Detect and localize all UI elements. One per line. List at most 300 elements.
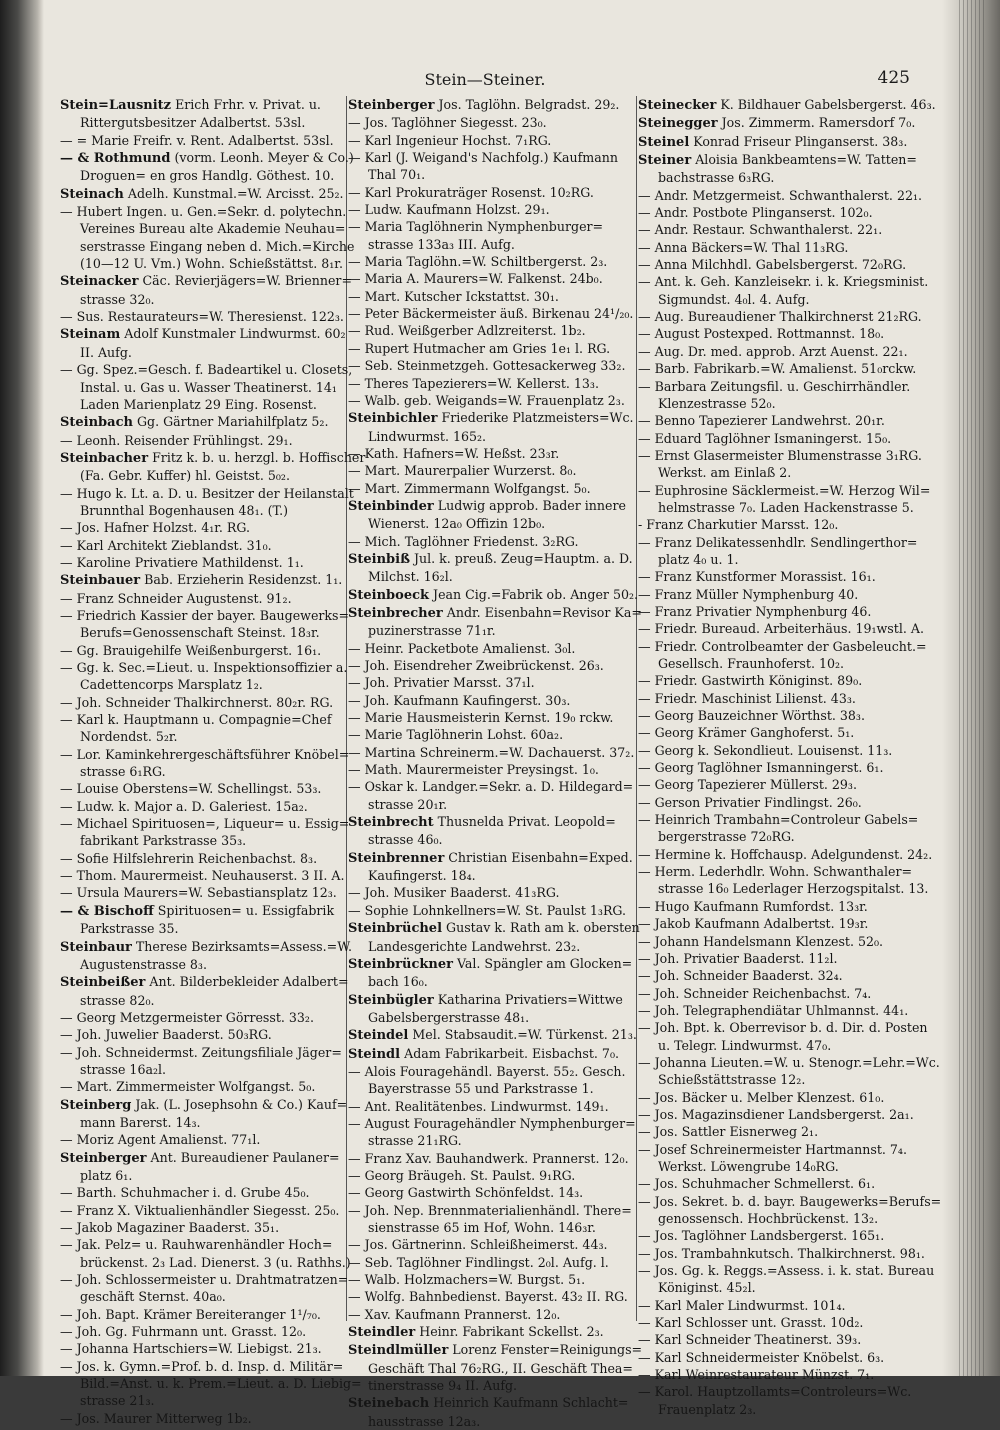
directory-entry xyxy=(638,603,922,620)
entry-text: — Ant. k. Geh. Kanzleisekr. i. k. Kriegsminist. xyxy=(638,274,929,290)
surname: Steindl xyxy=(348,1046,401,1062)
surname: Steinbrecht xyxy=(348,815,434,831)
directory-entry xyxy=(348,184,626,201)
entry-text: Gesellsch. Fraunhoferst. 10₂. xyxy=(658,656,845,671)
directory-entry xyxy=(348,253,626,270)
column-3 xyxy=(638,96,942,1417)
directory-entry-continuation xyxy=(348,1219,626,1236)
entry-text: Aloisia Bankbeamtens=W. Tatten= xyxy=(691,152,917,168)
entry-text: — Joh. Privatier Baaderst. 11₂l. xyxy=(638,950,838,966)
directory-entry-continuation xyxy=(60,167,338,184)
directory-entry-continuation xyxy=(60,920,338,937)
surname: Steinach xyxy=(60,186,124,202)
entry-text: — Franz Kunstformer Morassist. 16₁. xyxy=(638,569,876,585)
entry-text: Jean Cig.=Fabrik ob. Anger 50₂. xyxy=(429,586,639,602)
directory-entry xyxy=(638,1366,922,1383)
entry-text: — Wolfg. Bahnbedienst. Bayerst. 43₂ II. RG. xyxy=(348,1289,628,1305)
entry-text: — Anna Bäckers=W. Thal 11₃RG. xyxy=(638,239,849,255)
entry-text: — Jakob Kaufmann Adalbertst. 19₃r. xyxy=(638,916,869,932)
entry-text: — Peter Bäckermeister äuß. Birkenau 24¹/₂₀. xyxy=(348,306,634,322)
surname: Steinbauer xyxy=(60,573,141,589)
surname: Steinegger xyxy=(638,116,718,132)
entry-text: Instal. u. Gas u. Wasser Theatinerst. 14₁ xyxy=(80,379,337,395)
entry-text: — Andr. Restaur. Schwanthalerst. 22₁. xyxy=(638,222,883,238)
directory-entry-headword xyxy=(60,902,338,920)
directory-entry xyxy=(348,392,626,409)
column-1 xyxy=(60,96,366,1426)
directory-entry xyxy=(60,1044,342,1061)
directory-entry xyxy=(60,815,350,832)
entry-text: — Mart. Kutscher Ickstattst. 30₁. xyxy=(348,288,559,304)
entry-text: tinerstrasse 9₄ II. Aufg. xyxy=(368,1378,518,1394)
directory-entry-continuation xyxy=(638,499,922,516)
directory-entry xyxy=(348,709,626,726)
entry-text: Bab. Erzieherin Residenzst. 1₁. xyxy=(140,572,343,588)
entry-text: Brunnthal Bogenhausen 48₁. (T.) xyxy=(80,502,288,518)
directory-entry-headword xyxy=(348,1026,637,1044)
entry-text: (vorm. Leonh. Meyer & Co.) xyxy=(170,150,354,166)
directory-entry-continuation xyxy=(638,464,922,481)
directory-entry xyxy=(348,1236,626,1253)
entry-text: — Karl Prokuraträger Rosenst. 10₂RG. xyxy=(348,184,594,200)
directory-entry-continuation xyxy=(348,796,626,813)
entry-text: — Georg Krämer Ganghoferst. 5₁. xyxy=(638,725,855,741)
directory-entry xyxy=(60,1202,338,1219)
entry-text: — Eduard Taglöhner Ismaningerst. 15₀. xyxy=(638,430,892,446)
entry-text: — Sophie Lohnkellners=W. St. Paulst 1₃RG. xyxy=(348,902,627,918)
entry-text: — Josef Schreinermeister Hartmannst. 7₄. xyxy=(638,1141,907,1157)
entry-text: — Louise Oberstens=W. Schellingst. 53₃. xyxy=(60,781,322,797)
directory-entry xyxy=(348,480,626,497)
entry-text: Königinst. 45₂l. xyxy=(658,1280,756,1296)
directory-entry xyxy=(348,1184,626,1201)
directory-entry xyxy=(60,746,350,763)
entry-text: Droguen= en gros Handlg. Göthest. 10. xyxy=(80,168,335,184)
surname: Steinam xyxy=(60,327,121,343)
directory-entry-continuation xyxy=(60,728,338,745)
directory-entry-headword xyxy=(60,449,366,467)
directory-entry-headword xyxy=(60,1096,348,1114)
entry-text: Rittergutsbesitzer Adalbertst. 53sl. xyxy=(80,115,306,131)
directory-entry-headword xyxy=(348,919,640,937)
entry-text: strasse 16a₂l. xyxy=(80,1061,167,1077)
directory-entry-continuation xyxy=(348,622,626,639)
directory-entry xyxy=(638,1331,922,1348)
entry-text: — Rupert Hutmacher am Gries 1e₁ l. RG. xyxy=(348,340,611,356)
directory-entry xyxy=(60,1026,338,1043)
directory-entry-continuation xyxy=(348,1009,626,1026)
entry-text: — Mart. Maurerpalier Wurzerst. 8₀. xyxy=(348,463,577,479)
entry-text: — Hermine k. Hoffchausp. Adelgundenst. 24₂. xyxy=(638,846,933,862)
surname: Steinbinder xyxy=(348,498,434,514)
entry-text: — Ant. Realitätenbes. Lindwurmst. 149₁. xyxy=(348,1098,609,1114)
page-number: 425 xyxy=(877,68,910,88)
directory-entry xyxy=(60,432,338,449)
entry-text: — Jos. Magazinsdiener Landsbergerst. 2a₁. xyxy=(638,1106,914,1122)
directory-entry-continuation xyxy=(348,236,626,253)
directory-entry xyxy=(60,642,338,659)
directory-entry xyxy=(60,1358,344,1375)
directory-entry xyxy=(638,239,922,256)
entry-text: — Leonh. Reisender Frühlingst. 29₁. xyxy=(60,432,293,448)
entry-text: — Jos. Sekret. b. d. bayr. Baugewerks=Berufs= xyxy=(638,1193,942,1209)
directory-entry xyxy=(638,1297,922,1314)
entry-text: — Joh. Privatier Marsst. 37₁l. xyxy=(348,675,535,691)
entry-text: — Benno Tapezierer Landwehrst. 20₁r. xyxy=(638,413,885,429)
directory-entry xyxy=(638,1123,922,1140)
directory-entry-continuation xyxy=(348,973,626,990)
entry-text: Konrad Friseur Plinganserst. 38₃. xyxy=(689,133,908,149)
entry-text: — Aug. Dr. med. approb. Arzt Auenst. 22₁. xyxy=(638,343,908,359)
entry-text: — Jos. Taglöhner Landsbergerst. 165₁. xyxy=(638,1228,885,1244)
directory-entry xyxy=(638,759,922,776)
directory-entry xyxy=(348,201,626,218)
entry-text: Jos. Zimmerm. Ramersdorf 7₀. xyxy=(717,115,916,131)
directory-entry xyxy=(348,375,626,392)
entry-text: — Joh. Schlossermeister u. Drahtmatratzen= xyxy=(60,1272,349,1288)
entry-text: — Karl Schneider Theatinerst. 39₃. xyxy=(638,1332,862,1348)
entry-text: Milchst. 16₂l. xyxy=(368,569,453,585)
entry-text: Jak. (L. Josephsohn & Co.) Kauf= xyxy=(131,1096,348,1112)
entry-text: platz 6₁. xyxy=(80,1167,133,1183)
entry-text: — Joh. Juwelier Baaderst. 50₃RG. xyxy=(60,1027,272,1043)
directory-entry-continuation xyxy=(60,396,338,413)
entry-text: Ant. Bureaudiener Paulaner= xyxy=(146,1149,340,1165)
entry-text: — Johanna Lieuten.=W. u. Stenogr.=Lehr.=Wc. xyxy=(638,1054,940,1070)
entry-text: (Fa. Gebr. Kuffer) hl. Geistst. 5₀₂. xyxy=(80,468,290,484)
entry-text: Lorenz Fenster=Reinigungs= xyxy=(448,1342,643,1358)
directory-entry xyxy=(638,447,922,464)
entry-text: Sigmundst. 4₀l. 4. Aufg. xyxy=(658,291,810,307)
directory-entry-headword xyxy=(348,1341,643,1359)
entry-text: Lindwurmst. 165₂. xyxy=(368,428,487,444)
surname: Steinbrecher xyxy=(348,605,443,621)
surname: Steinacker xyxy=(60,274,139,290)
entry-text: Heinrich Kaufmann Schlacht= xyxy=(429,1395,629,1411)
entry-text: — Jos. Schuhmacher Schmellerst. 6₁. xyxy=(638,1176,876,1192)
directory-entry xyxy=(638,915,922,932)
entry-text: — Hugo k. Lt. a. D. u. Besitzer der Heilanstalt xyxy=(60,485,354,501)
entry-text: — August Fouragehändler Nymphenburger= xyxy=(348,1115,636,1131)
entry-text: fabrikant Parkstrasse 35₃. xyxy=(80,833,247,849)
entry-text: — Gg. Brauigehilfe Weißenburgerst. 16₁. xyxy=(60,642,322,658)
directory-entry xyxy=(638,1383,922,1400)
entry-text: strasse 20₁r. xyxy=(368,796,448,812)
entry-text: — Georg Bräugeh. St. Paulst. 9₁RG. xyxy=(348,1167,576,1183)
entry-text: — Kath. Hafners=W. Heßst. 23₃r. xyxy=(348,445,560,461)
surname: Steinbacher xyxy=(60,450,149,466)
entry-text: — Joh. Gg. Fuhrmann unt. Grasst. 12₀. xyxy=(60,1324,307,1340)
entry-text: — Heinrich Trambahn=Controleur Gabels= xyxy=(638,812,919,828)
entry-text: — Barb. Fabrikarb.=W. Amalienst. 51₀rckw. xyxy=(638,361,917,377)
entry-text: Adelh. Kunstmal.=W. Arcisst. 25₂. xyxy=(123,185,344,201)
directory-entry-continuation xyxy=(60,956,338,973)
entry-text: — Jos. Bäcker u. Melber Klenzest. 61₀. xyxy=(638,1089,885,1105)
directory-entry-continuation xyxy=(638,655,922,672)
page-header xyxy=(60,64,910,90)
directory-entry-continuation xyxy=(348,1080,626,1097)
directory-entry-continuation xyxy=(348,166,626,183)
entry-text: — Thom. Maurermeist. Neuhauserst. 3 II. A. xyxy=(60,868,345,884)
entry-text: Schießstättstrasse 12₂. xyxy=(658,1072,806,1088)
entry-text: — Friedr. Maschinist Lilienst. 43₃. xyxy=(638,690,856,706)
page-edge xyxy=(942,0,1000,1376)
entry-text: — Barbara Zeitungsfil. u. Geschirrhändler. xyxy=(638,378,911,394)
directory-entry xyxy=(638,325,922,342)
surname: Steindel xyxy=(348,1028,409,1044)
directory-entry xyxy=(60,798,338,815)
surname: Steinbichler xyxy=(348,411,438,427)
entry-text: — Johanna Hartschiers=W. Liebigst. 21₃. xyxy=(60,1341,322,1357)
directory-entry-continuation xyxy=(348,831,626,848)
directory-entry-continuation xyxy=(60,255,343,272)
entry-text: — Karl Ingenieur Hochst. 7₁RG. xyxy=(348,132,552,148)
directory-entry-continuation xyxy=(638,1071,922,1088)
entry-text: Ludwig approb. Bader innere xyxy=(433,497,626,513)
directory-entry xyxy=(60,1323,338,1340)
entry-text: brückenst. 2₃ Lad. Dienerst. 3 (u. Rathhs.) xyxy=(80,1254,351,1270)
surname: Steinboeck xyxy=(348,587,430,603)
directory-entry xyxy=(60,537,338,554)
directory-entry-continuation xyxy=(60,344,338,361)
directory-entry xyxy=(638,672,922,689)
directory-entry-continuation xyxy=(60,676,338,693)
entry-text: — Joh. Schneider Reichenbachst. 7₄. xyxy=(638,985,872,1001)
entry-text: — Theres Tapezierers=W. Kellerst. 13₃. xyxy=(348,375,599,391)
directory-entry xyxy=(60,590,338,607)
directory-entry xyxy=(638,412,922,429)
directory-entry-continuation xyxy=(60,220,346,237)
entry-text: — Joh. Bpt. k. Oberrevisor b. d. Dir. d. Posten xyxy=(638,1020,928,1036)
directory-entry-headword xyxy=(60,413,338,431)
entry-text: Jul. k. preuß. Zeug=Hauptm. a. D. xyxy=(409,550,633,566)
entry-text: — Michael Spirituosen=, Liqueur= u. Essig= xyxy=(60,816,350,832)
surname: Steinecker xyxy=(638,98,717,113)
directory-entry xyxy=(638,950,922,967)
directory-entry-headword xyxy=(348,849,633,867)
entry-text: — Ernst Glasermeister Blumenstrasse 3₁RG. xyxy=(638,447,922,463)
entry-text: - Franz Charkutier Marsst. 12₀. xyxy=(638,517,839,533)
directory-entry xyxy=(348,445,626,462)
entry-text: — Johann Handelsmann Klenzest. 52₀. xyxy=(638,933,884,949)
directory-entry xyxy=(638,967,922,984)
directory-entry xyxy=(638,898,922,915)
directory-entry xyxy=(638,1175,922,1192)
directory-entry xyxy=(348,1288,626,1305)
directory-entry xyxy=(60,485,354,502)
directory-entry-headword xyxy=(60,325,346,343)
directory-entry xyxy=(60,694,338,711)
directory-entry-continuation xyxy=(348,938,626,955)
entry-text: — Anna Milchhdl. Gabelsbergerst. 72₀RG. xyxy=(638,257,907,273)
directory-entry-continuation xyxy=(60,992,338,1009)
directory-entry xyxy=(348,1167,626,1184)
directory-entry xyxy=(60,607,350,624)
directory-entry xyxy=(60,659,348,676)
directory-entry-continuation xyxy=(348,568,626,585)
entry-text: sienstrasse 65 im Hof, Wohn. 146₃r. xyxy=(368,1220,596,1235)
entry-text: — Euphrosine Säcklermeist.=W. Herzog Wil= xyxy=(638,482,931,498)
directory-entry xyxy=(638,204,922,221)
entry-text: — Gg. Spez.=Gesch. f. Badeartikel u. Closets, xyxy=(60,362,353,378)
entry-text: — Andr. Metzgermeist. Schwanthalerst. 22₁. xyxy=(638,187,923,203)
directory-entry xyxy=(638,273,929,290)
directory-entry xyxy=(638,811,922,828)
directory-entry-headword xyxy=(348,955,633,973)
entry-text: strasse 133a₃ III. Aufg. xyxy=(368,236,515,252)
entry-text: (10—12 U. Vm.) Wohn. Schießstättst. 8₁r. xyxy=(80,256,343,272)
entry-text: — Joh. Bapt. Krämer Bereiteranger 1¹/₇₀. xyxy=(60,1306,321,1322)
entry-text: — Franz Müller Nymphenburg 40. xyxy=(638,586,859,602)
entry-text: — Jos. Gg. k. Reggs.=Assess. i. k. stat. Bureau xyxy=(638,1263,935,1279)
entry-text: — = Marie Freifr. v. Rent. Adalbertst. 53sl. xyxy=(60,132,334,148)
directory-entry xyxy=(638,516,922,533)
directory-entry xyxy=(638,1141,922,1158)
directory-entry xyxy=(638,586,922,603)
entry-text: — Jakob Magaziner Baaderst. 35₁. xyxy=(60,1220,280,1235)
directory-entry xyxy=(60,308,344,325)
entry-text: — Georg Taglöhner Ismanningerst. 6₁. xyxy=(638,760,884,776)
entry-text: Val. Spängler am Glocken= xyxy=(452,955,633,971)
entry-text: Ant. Bilderbekleider Adalbert= xyxy=(145,974,349,990)
directory-entry-continuation xyxy=(638,291,922,308)
directory-entry xyxy=(60,1410,338,1427)
directory-entry xyxy=(638,985,922,1002)
entry-text: geschäft Sternst. 40a₀. xyxy=(80,1289,226,1305)
surname: Steinbrenner xyxy=(348,850,445,866)
page-edge-lines xyxy=(956,0,986,1376)
entry-text: Cäc. Revierjägers=W. Brienner= xyxy=(138,273,353,289)
directory-entry-headword xyxy=(638,133,922,151)
directory-entry-continuation xyxy=(348,1132,626,1149)
entry-text: Augustenstrasse 8₃. xyxy=(80,956,207,972)
entry-text: Frauenplatz 2₃. xyxy=(658,1401,757,1417)
entry-text: — Jos. Gärtnerinn. Schleißheimerst. 44₃. xyxy=(348,1237,608,1253)
directory-entry-headword xyxy=(638,96,936,114)
directory-entry xyxy=(638,933,922,950)
entry-text: — Martina Schreinerm.=W. Dachauerst. 37₂. xyxy=(348,744,635,760)
directory-entry xyxy=(638,1089,922,1106)
entry-text: — Maria Taglöhnerin Nymphenburger= xyxy=(348,219,604,235)
entry-text: — Seb. Steinmetzgeh. Gottesackerweg 33₂. xyxy=(348,358,626,374)
directory-entry-continuation xyxy=(60,1392,338,1409)
entry-text: Gg. Gärtner Mariahilfplatz 5₂. xyxy=(132,414,329,430)
entry-text: — Karl Maler Lindwurmst. 101₄. xyxy=(638,1297,846,1313)
directory-entry-continuation xyxy=(60,763,338,780)
entry-text: Nordendst. 5₂r. xyxy=(80,729,178,745)
entry-text: — Walb. geb. Weigands=W. Frauenplatz 2₃. xyxy=(348,392,625,408)
entry-text: — Maria A. Maurers=W. Falkenst. 24b₀. xyxy=(348,271,603,287)
entry-text: — Hugo Kaufmann Rumfordst. 13₃r. xyxy=(638,898,868,914)
directory-entry xyxy=(348,744,635,761)
directory-entry xyxy=(348,657,626,674)
entry-text: — Ludw. k. Major a. D. Galeriest. 15a₂. xyxy=(60,798,308,814)
directory-entry-continuation xyxy=(60,238,355,255)
directory-entry xyxy=(638,1054,940,1071)
entry-text: — Math. Maurermeister Preysingst. 1₀. xyxy=(348,762,599,778)
directory-entry xyxy=(348,114,626,131)
directory-entry xyxy=(348,1202,632,1219)
entry-text: — Barth. Schuhmacher i. d. Grube 45₀. xyxy=(60,1185,310,1201)
entry-text: — Georg Tapezierer Müllerst. 29₃. xyxy=(638,777,857,793)
directory-entry-continuation xyxy=(638,880,929,897)
entry-text: strasse 46₀. xyxy=(368,832,443,848)
entry-text: — Mart. Zimmermeister Wolfgangst. 5₀. xyxy=(60,1079,316,1095)
directory-entry xyxy=(348,270,626,287)
entry-text: — Franz Delikatessenhdlr. Sendlingerthor= xyxy=(638,534,918,550)
entry-text: — Friedrich Kassier der bayer. Baugewerks= xyxy=(60,607,350,623)
directory-entry-headword xyxy=(348,1394,629,1412)
directory-entry-headword xyxy=(348,497,626,515)
directory-entry xyxy=(348,132,626,149)
directory-entry-headword xyxy=(60,96,338,114)
entry-text: II. Aufg. xyxy=(80,344,132,360)
entry-text: Gustav k. Rath am k. obersten xyxy=(442,920,640,936)
entry-text: Mel. Stabsaudit.=W. Türkenst. 21₃. xyxy=(408,1027,637,1043)
directory-entry-headword xyxy=(348,1045,626,1063)
entry-text: Landesgerichte Landwehrst. 23₂. xyxy=(368,938,581,954)
entry-text: Jos. Taglöhn. Belgradst. 29₂. xyxy=(434,97,620,112)
entry-text: serstrasse Eingang neben d. Mich.=Kirche xyxy=(80,238,355,254)
directory-entry xyxy=(348,1063,626,1080)
entry-text: Geschäft Thal 76₂RG., II. Geschäft Thea= xyxy=(368,1360,633,1376)
entry-text: Vereines Bureau alte Akademie Neuhau= xyxy=(80,221,346,237)
entry-text: — Ursula Maurers=W. Sebastiansplatz 12₃. xyxy=(60,885,337,901)
entry-text: — Lor. Kaminkehrergeschäftsführer Knöbel= xyxy=(60,746,350,762)
directory-entry xyxy=(638,568,922,585)
directory-entry xyxy=(348,1115,636,1132)
directory-entry xyxy=(638,1193,942,1210)
directory-entry-headword xyxy=(638,151,922,169)
directory-entry xyxy=(348,1254,626,1271)
entry-text: — Jos. Sattler Eisnerweg 2₁. xyxy=(638,1124,819,1140)
directory-entry-continuation xyxy=(60,114,338,131)
entry-text: — Karl Schneidermeister Knöbelst. 6₃. xyxy=(638,1349,885,1365)
entry-text: — Joh. Schneider Thalkirchnerst. 80₂r. RG. xyxy=(60,694,334,710)
entry-text: Fritz k. b. u. herzgl. b. Hoffischer xyxy=(148,449,366,465)
surname: Steinbügler xyxy=(348,992,434,1008)
entry-text: Parkstrasse 35. xyxy=(80,921,179,937)
directory-entry xyxy=(348,218,626,235)
entry-text: — Joh. Schneidermst. Zeitungsfiliale Jäger= xyxy=(60,1044,342,1060)
directory-entry xyxy=(348,322,626,339)
directory-entry xyxy=(348,1306,626,1323)
entry-text: — Friedr. Gastwirth Königinst. 89₀. xyxy=(638,673,863,689)
directory-entry xyxy=(348,1150,629,1167)
entry-text: Werkst. am Einlaß 2. xyxy=(658,465,792,481)
entry-text: bachstrasse 6₃RG. xyxy=(658,170,775,186)
directory-entry xyxy=(60,780,338,797)
entry-text: — Karl Schlosser unt. Grasst. 10d₂. xyxy=(638,1315,864,1331)
directory-entry-headword xyxy=(348,604,642,622)
directory-entry-continuation xyxy=(638,1210,922,1227)
directory-entry-continuation xyxy=(60,502,338,519)
directory-entry xyxy=(60,1184,338,1201)
directory-entry xyxy=(638,1227,922,1244)
entry-text: — Oskar k. Landger.=Sekr. a. D. Hildegard= xyxy=(348,779,634,795)
entry-text: — Mart. Zimmermann Wolfgangst. 5₀. xyxy=(348,480,591,496)
entry-text: puzinerstrasse 71₁r. xyxy=(368,623,496,639)
directory-entry xyxy=(638,343,922,360)
directory-entry xyxy=(348,305,634,322)
directory-entry xyxy=(348,902,626,919)
directory-entry-headword xyxy=(348,586,639,604)
directory-entry-continuation xyxy=(60,1375,362,1392)
directory-entry xyxy=(638,187,922,204)
entry-text: — Jak. Pelz= u. Rauhwarenhändler Hoch= xyxy=(60,1237,333,1253)
directory-entry xyxy=(638,724,922,741)
directory-entry xyxy=(60,1306,338,1323)
